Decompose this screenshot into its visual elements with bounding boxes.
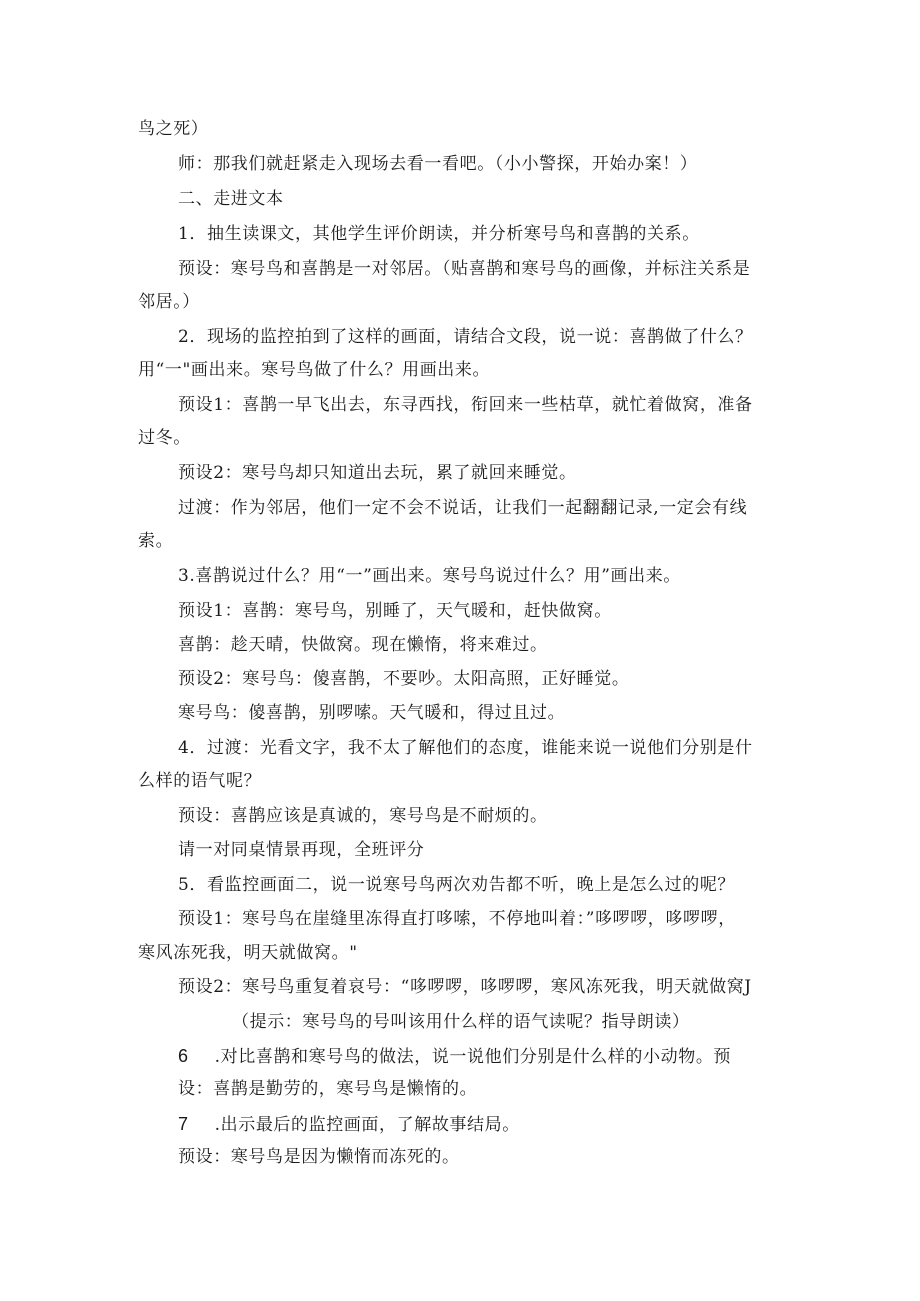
text-line-13: 索。: [138, 531, 174, 551]
text-line-19: 4．过渡：光看文字，我不太了解他们的态度，谁能来说一说他们分别是什: [178, 738, 753, 758]
text-line-18: 寒号鸟：傻喜鹊，别啰嗦。天气暖和，得过且过。: [178, 703, 566, 723]
text-line-16: 喜鹊：趁天晴，快做窝。现在懒惰，将来难过。: [178, 635, 548, 655]
text-line-20: 么样的语气呢？: [138, 771, 262, 791]
text-line-26: 预设2：寒号鸟重复着哀号：“哆啰啰，哆啰啰，寒风冻死我，明天就做窝J: [178, 977, 752, 997]
text-line-27: （提示：寒号鸟的号叫该用什么样的语气读呢？指导朗读）: [232, 1012, 690, 1032]
text-line-9: 预设1：喜鹊一早飞出去，东寻西找，衔回来一些枯草，就忙着做窝，准备: [178, 395, 753, 415]
text-line-8: 用“一"画出来。寒号鸟做了什么？用画出来。: [138, 360, 491, 380]
text-line-1: 鸟之死）: [138, 119, 209, 139]
section-heading: 二、走进文本: [178, 189, 284, 209]
item-text-7: .出示最后的监控画面，了解故事结局。: [214, 1115, 520, 1135]
text-line-12: 过渡：作为邻居，他们一定不会不说话，让我们一起翻翻记录,一定会有线: [178, 498, 748, 518]
text-line-4: 1．抽生读课文，其他学生评价朗读，并分析寒号鸟和喜鹊的关系。: [178, 224, 700, 244]
text-line-14: 3.喜鹊说过什么？用“一”画出来。寒号鸟说过什么？用”画出来。: [178, 566, 681, 586]
text-line-5: 预设：寒号鸟和喜鹊是一对邻居。（贴喜鹊和寒号鸟的画像，并标注关系是: [178, 259, 751, 279]
text-line-2: 师：那我们就赶紧走入现场去看一看吧。（小小警探，开始办案！）: [178, 154, 698, 174]
text-line-17: 预设2：寒号鸟：傻喜鹊，不要吵。太阳高照，正好睡觉。: [178, 669, 630, 689]
item-number-6: 6: [178, 1046, 189, 1066]
text-line-25: 寒风冻死我，明天就做窝。": [138, 943, 358, 963]
item-number-7: 7: [178, 1114, 189, 1134]
text-line-21: 预设：喜鹊应该是真诚的，寒号鸟是不耐烦的。: [178, 806, 548, 826]
text-line-28: [178, 1045, 731, 1068]
text-line-10: 过冬。: [138, 428, 191, 448]
text-line-11: 预设2：寒号鸟却只知道出去玩，累了就回来睡觉。: [178, 463, 577, 483]
text-line-31: 预设：寒号鸟是因为懒惰而冻死的。: [178, 1147, 460, 1167]
text-line-7: 2．现场的监控拍到了这样的画面，请结合文段，说一说：喜鹊做了什么？: [178, 327, 753, 347]
text-line-30: [178, 1113, 520, 1136]
text-line-22: 请一对同桌情景再现，全班评分: [178, 840, 425, 860]
text-line-15: 预设1：喜鹊：寒号鸟，别睡了，天气暖和，赶快做窝。: [178, 601, 612, 621]
text-line-23: 5．看监控画面二，说一说寒号鸟两次劝告都不听，晚上是怎么过的呢？: [178, 875, 736, 895]
item-text-6: .对比喜鹊和寒号鸟的做法，说一说他们分别是什么样的小动物。预: [214, 1047, 732, 1067]
text-line-29: 设：喜鹊是勤劳的，寒号鸟是懒惰的。: [178, 1079, 478, 1099]
text-line-6: 邻居。）: [138, 292, 200, 312]
text-line-24: 预设1：寒号鸟在崖缝里冻得直打哆嗦，不停地叫着：”哆啰啰，哆啰啰，: [178, 909, 736, 929]
